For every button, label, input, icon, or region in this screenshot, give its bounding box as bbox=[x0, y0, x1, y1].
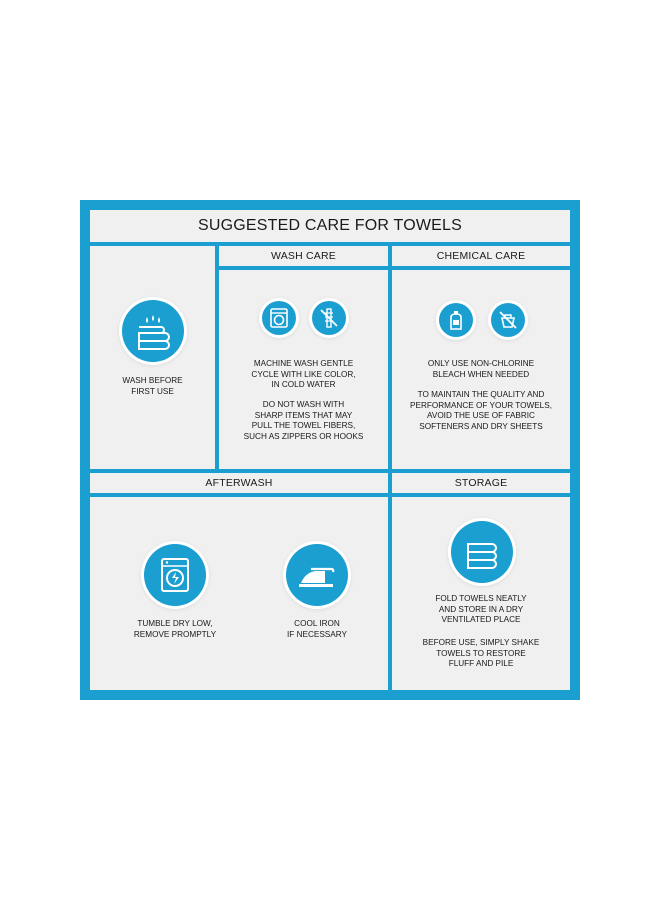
afterwash-header bbox=[90, 473, 388, 493]
afterwash-panel bbox=[90, 497, 388, 690]
title-bar bbox=[90, 210, 570, 242]
iron-icon bbox=[286, 544, 348, 606]
no-zipper-icon bbox=[312, 301, 346, 335]
wash-before-text: WASH BEFORE FIRST USE bbox=[122, 376, 183, 396]
chemical-care-panel bbox=[392, 270, 570, 469]
cool-iron-text: COOL IRON IF NECESSARY bbox=[287, 619, 347, 639]
no-fabric-softener-icon bbox=[491, 303, 525, 337]
storage-header bbox=[392, 473, 570, 493]
washing-machine-icon bbox=[262, 301, 296, 335]
chemical-care-header bbox=[392, 246, 570, 266]
afterwash-label: AFTERWASH bbox=[205, 477, 273, 489]
chemical-care-text-1: ONLY USE NON-CHLORINE BLEACH WHEN NEEDED bbox=[427, 359, 535, 379]
chemical-care-text-2: TO MAINTAIN THE QUALITY AND PERFORMANCE OF YOUR TOWELS, AVOID THE USE OF FABRIC SOFTENERS AND DRY SHEETS bbox=[410, 390, 552, 431]
care-card bbox=[80, 200, 580, 700]
wash-care-label: WASH CARE bbox=[271, 250, 336, 262]
chemical-care-label: CHEMICAL CARE bbox=[436, 250, 526, 262]
storage-text-1: FOLD TOWELS NEATLY AND STORE IN A DRY VENTILATED PLACE bbox=[435, 594, 527, 625]
tumble-dry-text: TUMBLE DRY LOW, REMOVE PROMPTLY bbox=[133, 619, 217, 639]
page-title: SUGGESTED CARE FOR TOWELS bbox=[197, 217, 462, 234]
towel-drops-icon bbox=[122, 300, 184, 362]
storage-label: STORAGE bbox=[454, 477, 508, 489]
folded-towels-icon bbox=[451, 521, 513, 583]
wash-care-text-1: MACHINE WASH GENTLE CYCLE WITH LIKE COLOR, IN COLD WATER bbox=[251, 359, 356, 390]
storage-text-2: BEFORE USE, SIMPLY SHAKE TOWELS TO RESTORE FLUFF AND PILE bbox=[422, 638, 540, 669]
wash-before-panel bbox=[90, 246, 215, 469]
storage-panel bbox=[392, 497, 570, 690]
bleach-bottle-icon bbox=[439, 303, 473, 337]
wash-care-panel bbox=[219, 270, 388, 469]
wash-care-text-2: DO NOT WASH WITH SHARP ITEMS THAT MAY PULL THE TOWEL FIBERS, SUCH AS ZIPPERS OR HOOKS bbox=[243, 400, 364, 441]
tumble-dryer-icon bbox=[144, 544, 206, 606]
wash-care-header bbox=[219, 246, 388, 266]
